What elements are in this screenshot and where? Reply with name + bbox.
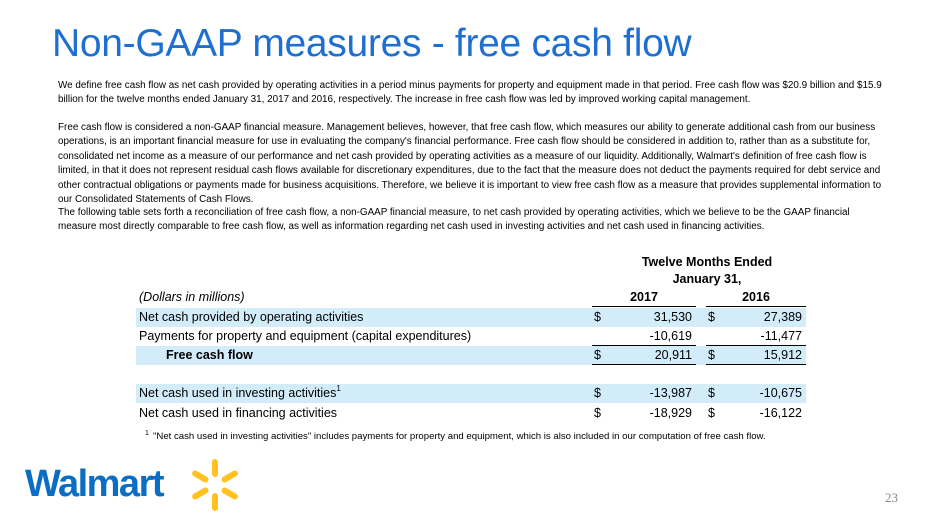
spark-icon <box>187 457 243 513</box>
period-header: Twelve Months Ended <box>641 255 773 269</box>
value-2017: -10,619 <box>649 329 692 343</box>
table-row <box>136 308 806 327</box>
footnote-marker: 1 <box>336 384 341 393</box>
value-2016: -10,675 <box>759 386 802 400</box>
value-2017: 31,530 <box>653 310 692 324</box>
value-2016: -16,122 <box>759 406 802 420</box>
row-label: Payments for property and equipment (capital expenditures) <box>139 329 472 343</box>
period-date-header: January 31, <box>672 272 742 286</box>
walmart-logo <box>25 457 245 517</box>
row-label: Free cash flow <box>166 348 253 362</box>
value-2016: -11,477 <box>760 329 802 343</box>
total-rule <box>592 364 696 365</box>
value-2017: -13,987 <box>649 386 692 400</box>
footnote-text: "Net cash used in investing activities" includes payments for property and equipment, which is also included in our computation of free cash flow. <box>153 431 766 442</box>
paragraph-non-gaap: Free cash flow is considered a non-GAAP financial measure. Management believes, however, that free cash flow, which measures our ability to generate additional cash from our business operations, is an important financial measure for use in evaluating the company's financial performance. Free cash flow should be considered in addition to, rather than as a substitute for, consolidated net income as a measure of our performance and net cash provided by operating activities as a measure of our liquidity. Additionally, Walmart's definition of free cash flow is limited, in that it does not represent residual cash flows available for discretionary expenditures, due to the fact that the measure does not deduct the payments required for debt service and other contractual obligations or payments made for business acquisitions. Therefore, we believe it is important to view free cash flow as a measure that provides supplemental information to our Consolidated Statements of Cash Flows. <box>58 122 882 206</box>
value-2016: 27,389 <box>763 310 802 324</box>
table-row <box>136 327 806 346</box>
row-label: Net cash used in investing activities$^1$ <box>139 384 341 400</box>
footnote-mark: 1 <box>145 430 149 437</box>
value-2017: 20,911 <box>654 348 692 362</box>
currency-symbol: $ <box>594 406 601 420</box>
header-rule <box>706 306 806 307</box>
header-rule <box>592 306 696 307</box>
footnote <box>145 430 805 443</box>
total-rule <box>706 364 806 365</box>
currency-symbol: $ <box>708 310 715 324</box>
logo-wordmark: Walmart <box>25 463 164 505</box>
value-2016: 15,912 <box>763 348 802 362</box>
page-number: 23 <box>885 490 898 505</box>
year-2016-header: 2016 <box>742 290 770 304</box>
row-label: Net cash used in financing activities <box>139 406 338 420</box>
value-2017: -18,929 <box>649 406 692 420</box>
units-label: (Dollars in millions) <box>139 290 245 304</box>
table-row <box>136 384 806 403</box>
currency-symbol: $ <box>594 348 601 362</box>
currency-symbol: $ <box>594 386 601 400</box>
paragraph-definition: We define free cash flow as net cash provided by operating activities in a period minus payments for property and equipment made in that period. Free cash flow was $20.9 billion and $15.9 billion for the twelve months ended January 31, 2017 and 2016, respectively. The increase in free cash flow was led by improved working capital management. <box>58 80 882 106</box>
currency-symbol: $ <box>708 348 715 362</box>
slide-title: Non-GAAP measures - free cash flow <box>52 22 692 65</box>
table-row-total <box>136 346 806 365</box>
paragraph-reconciliation: The following table sets forth a reconciliation of free cash flow, a non-GAAP financial measure, to net cash provided by operating activities, which we believe to be the GAAP financial measure most directly comparable to free cash flow, as well as information regarding net cash used in investing activities and net cash used in financing activities. <box>58 207 850 233</box>
currency-symbol: $ <box>594 310 601 324</box>
year-2017-header: 2017 <box>630 290 658 304</box>
currency-symbol: $ <box>708 406 715 420</box>
column-header-row <box>136 289 806 307</box>
row-label: Net cash provided by operating activities <box>139 310 364 324</box>
currency-symbol: $ <box>708 386 715 400</box>
table-row <box>136 404 806 423</box>
